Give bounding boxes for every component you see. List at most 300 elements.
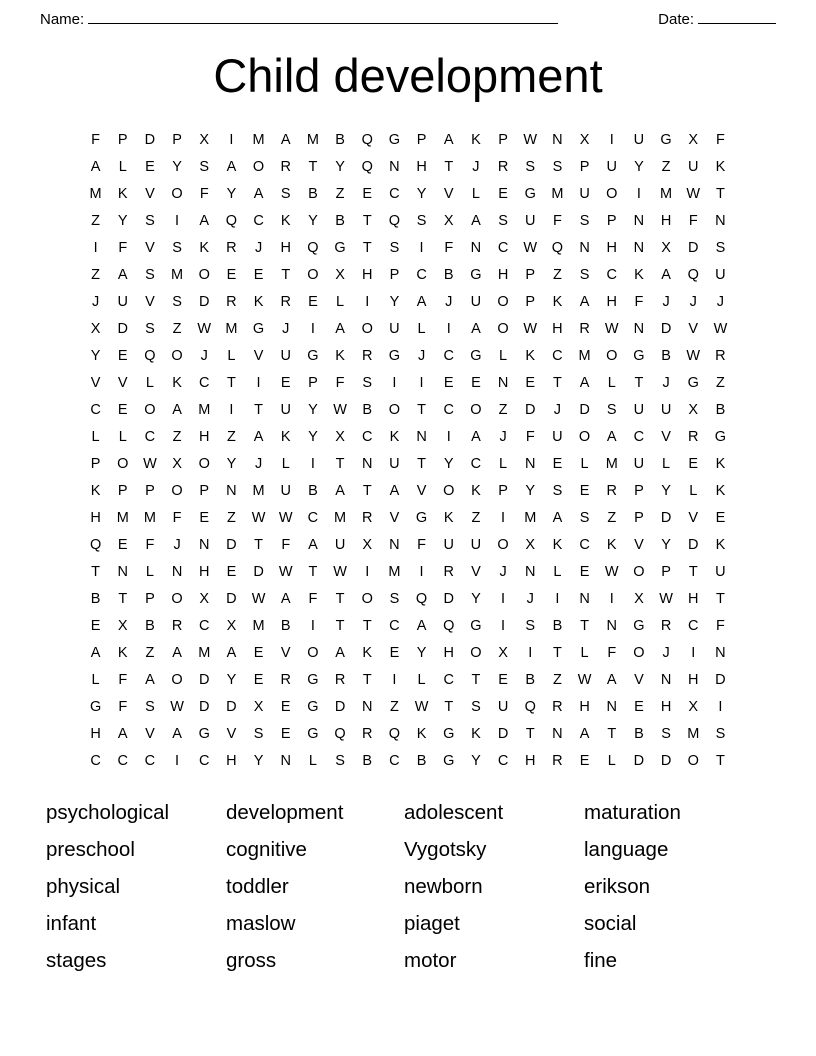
grid-cell[interactable]: I xyxy=(501,617,506,634)
grid-cell[interactable]: S xyxy=(362,374,373,391)
grid-cell[interactable]: E xyxy=(226,266,237,283)
grid-cell[interactable]: Q xyxy=(144,347,156,364)
grid-cell[interactable]: B xyxy=(90,590,101,607)
grid-cell[interactable]: D xyxy=(525,401,536,418)
grid-cell[interactable]: T xyxy=(444,158,454,175)
grid-cell[interactable]: Z xyxy=(552,671,562,688)
grid-cell[interactable]: E xyxy=(389,644,400,661)
grid-cell[interactable]: T xyxy=(308,158,318,175)
grid-cell[interactable]: N xyxy=(633,320,645,337)
grid-cell[interactable]: D xyxy=(579,401,590,418)
grid-cell[interactable]: I xyxy=(501,590,506,607)
grid-cell[interactable]: X xyxy=(498,644,508,661)
grid-cell[interactable]: S xyxy=(389,590,400,607)
grid-cell[interactable]: G xyxy=(633,617,645,634)
grid-cell[interactable]: F xyxy=(688,212,698,229)
grid-cell[interactable]: L xyxy=(607,752,616,769)
grid-cell[interactable]: N xyxy=(362,698,373,715)
grid-cell[interactable]: A xyxy=(280,590,291,607)
grid-cell[interactable]: K xyxy=(90,482,101,499)
grid-cell[interactable]: X xyxy=(525,536,536,553)
grid-cell[interactable]: Z xyxy=(552,266,562,283)
grid-cell[interactable]: S xyxy=(552,158,563,175)
grid-cell[interactable]: B xyxy=(634,725,644,742)
grid-cell[interactable]: D xyxy=(117,320,128,337)
grid-cell[interactable]: F xyxy=(552,212,562,229)
grid-cell[interactable]: A xyxy=(416,293,427,310)
grid-cell[interactable]: X xyxy=(199,590,210,607)
grid-cell[interactable]: R xyxy=(362,347,373,364)
grid-cell[interactable]: C xyxy=(90,752,101,769)
grid-cell[interactable]: U xyxy=(525,212,536,229)
grid-cell[interactable]: C xyxy=(443,401,454,418)
grid-cell[interactable]: X xyxy=(688,131,699,148)
grid-cell[interactable]: O xyxy=(144,401,156,418)
grid-cell[interactable]: N xyxy=(606,617,617,634)
grid-cell[interactable]: G xyxy=(307,698,319,715)
grid-cell[interactable]: L xyxy=(471,185,480,202)
grid-cell[interactable]: E xyxy=(579,563,590,580)
grid-cell[interactable]: L xyxy=(118,158,127,175)
grid-cell[interactable]: C xyxy=(389,752,400,769)
grid-cell[interactable]: A xyxy=(389,482,400,499)
grid-cell[interactable]: R xyxy=(688,428,699,445)
grid-cell[interactable]: G xyxy=(687,374,699,391)
grid-cell[interactable]: B xyxy=(443,266,454,283)
grid-cell[interactable]: A xyxy=(579,293,590,310)
word-list-item[interactable]: gross xyxy=(226,948,277,972)
grid-cell[interactable]: A xyxy=(145,671,155,688)
grid-cell[interactable]: C xyxy=(633,428,645,445)
word-list-item[interactable]: preschool xyxy=(46,837,135,861)
grid-cell[interactable]: L xyxy=(499,455,508,472)
grid-cell[interactable]: Q xyxy=(388,725,401,742)
grid-cell[interactable]: N xyxy=(715,212,726,229)
word-list-item[interactable]: maturation xyxy=(584,800,681,824)
grid-cell[interactable]: P xyxy=(389,266,400,283)
grid-cell[interactable]: D xyxy=(199,293,210,310)
grid-cell[interactable]: L xyxy=(281,455,290,472)
grid-cell[interactable]: I xyxy=(365,563,370,580)
grid-cell[interactable]: H xyxy=(552,320,563,337)
grid-cell[interactable]: A xyxy=(579,725,590,742)
grid-cell[interactable]: A xyxy=(172,725,182,742)
grid-cell[interactable]: U xyxy=(688,158,699,175)
grid-cell[interactable]: K xyxy=(389,428,400,445)
grid-cell[interactable]: W xyxy=(523,320,538,337)
grid-cell[interactable]: F xyxy=(118,239,128,256)
grid-cell[interactable]: R xyxy=(579,320,590,337)
grid-cell[interactable]: I xyxy=(528,644,533,661)
grid-cell[interactable]: S xyxy=(715,725,726,742)
grid-cell[interactable]: F xyxy=(417,536,426,553)
grid-cell[interactable]: Y xyxy=(661,536,671,553)
grid-cell[interactable]: Q xyxy=(551,239,564,256)
grid-cell[interactable]: G xyxy=(714,428,727,445)
grid-cell[interactable]: Q xyxy=(361,158,373,175)
grid-cell[interactable]: K xyxy=(335,347,345,364)
word-list-item[interactable]: language xyxy=(584,837,669,861)
grid-cell[interactable]: F xyxy=(118,698,128,715)
grid-cell[interactable]: Y xyxy=(634,158,644,175)
grid-cell[interactable]: E xyxy=(579,752,590,769)
grid-cell[interactable]: A xyxy=(471,320,481,337)
grid-cell[interactable]: N xyxy=(362,455,373,472)
grid-cell[interactable]: W xyxy=(604,320,619,337)
grid-cell[interactable]: I xyxy=(419,239,424,256)
grid-cell[interactable]: Y xyxy=(443,455,454,472)
grid-cell[interactable]: M xyxy=(252,482,265,499)
grid-cell[interactable]: E xyxy=(498,185,508,202)
grid-cell[interactable]: Q xyxy=(415,590,428,607)
grid-cell[interactable]: Y xyxy=(416,644,427,661)
grid-cell[interactable]: K xyxy=(552,536,563,553)
grid-cell[interactable]: K xyxy=(715,482,726,499)
grid-cell[interactable]: A xyxy=(199,212,210,229)
word-search-grid[interactable] xyxy=(82,132,734,769)
grid-cell[interactable]: A xyxy=(226,644,237,661)
grid-cell[interactable]: S xyxy=(145,320,155,337)
grid-cell[interactable]: B xyxy=(280,617,291,634)
grid-cell[interactable]: K xyxy=(471,482,481,499)
grid-cell[interactable]: U xyxy=(280,347,291,364)
grid-cell[interactable]: G xyxy=(443,725,455,742)
grid-cell[interactable]: C xyxy=(362,428,373,445)
grid-cell[interactable]: J xyxy=(662,374,670,391)
grid-cell[interactable]: S xyxy=(606,401,617,418)
grid-cell[interactable]: W xyxy=(604,563,619,580)
grid-cell[interactable]: P xyxy=(117,482,128,499)
grid-cell[interactable]: L xyxy=(417,671,426,688)
grid-cell[interactable]: N xyxy=(715,644,726,661)
grid-cell[interactable]: U xyxy=(579,185,590,202)
grid-cell[interactable]: W xyxy=(659,590,673,607)
grid-cell[interactable]: Y xyxy=(90,347,101,364)
grid-cell[interactable]: W xyxy=(333,401,347,418)
grid-cell[interactable]: G xyxy=(307,725,319,742)
grid-cell[interactable]: G xyxy=(470,617,482,634)
grid-cell[interactable]: Z xyxy=(91,266,100,283)
grid-cell[interactable]: V xyxy=(688,509,699,526)
grid-cell[interactable]: I xyxy=(609,590,614,607)
word-list-item[interactable]: Vygotsky xyxy=(404,837,487,861)
grid-cell[interactable]: U xyxy=(660,401,672,418)
grid-cell[interactable]: P xyxy=(525,293,536,310)
grid-cell[interactable]: J xyxy=(200,347,208,364)
grid-cell[interactable]: S xyxy=(579,266,590,283)
grid-cell[interactable]: E xyxy=(308,293,318,310)
grid-cell[interactable]: K xyxy=(715,455,726,472)
grid-cell[interactable]: H xyxy=(90,509,101,526)
grid-cell[interactable]: W xyxy=(170,698,184,715)
grid-cell[interactable]: Y xyxy=(525,482,536,499)
grid-cell[interactable]: E xyxy=(253,266,264,283)
grid-cell[interactable]: C xyxy=(497,239,509,256)
grid-cell[interactable]: I xyxy=(256,374,261,391)
grid-cell[interactable]: K xyxy=(172,374,182,391)
grid-cell[interactable]: Z xyxy=(715,374,725,391)
grid-cell[interactable]: N xyxy=(497,374,509,391)
grid-cell[interactable]: A xyxy=(280,131,291,148)
grid-cell[interactable]: C xyxy=(497,752,509,769)
grid-cell[interactable]: L xyxy=(607,374,616,391)
grid-cell[interactable]: J xyxy=(254,239,263,256)
grid-cell[interactable]: E xyxy=(443,374,454,391)
grid-cell[interactable]: G xyxy=(470,266,482,283)
grid-cell[interactable]: K xyxy=(280,428,291,445)
grid-cell[interactable]: A xyxy=(117,266,128,283)
grid-cell[interactable]: I xyxy=(310,617,315,634)
grid-cell[interactable]: J xyxy=(472,158,480,175)
grid-cell[interactable]: T xyxy=(552,644,562,661)
grid-cell[interactable]: W xyxy=(523,239,538,256)
grid-cell[interactable]: X xyxy=(335,266,345,283)
grid-cell[interactable]: S xyxy=(471,698,481,715)
word-list-item[interactable]: infant xyxy=(46,911,97,935)
grid-cell[interactable]: I xyxy=(175,212,180,229)
grid-cell[interactable]: D xyxy=(715,671,726,688)
grid-cell[interactable]: N xyxy=(606,698,617,715)
grid-cell[interactable]: C xyxy=(443,671,454,688)
grid-cell[interactable]: H xyxy=(606,293,617,310)
grid-cell[interactable]: F xyxy=(118,671,128,688)
grid-cell[interactable]: A xyxy=(661,266,671,283)
grid-cell[interactable]: Q xyxy=(89,536,102,553)
grid-cell[interactable]: A xyxy=(471,212,481,229)
grid-cell[interactable]: P xyxy=(634,482,644,499)
grid-cell[interactable]: P xyxy=(416,131,427,148)
grid-cell[interactable]: Y xyxy=(226,185,237,202)
grid-cell[interactable]: R xyxy=(280,158,291,175)
grid-cell[interactable]: J xyxy=(91,293,100,310)
grid-cell[interactable]: E xyxy=(280,725,291,742)
grid-cell[interactable]: O xyxy=(198,266,210,283)
grid-cell[interactable]: T xyxy=(335,455,345,472)
grid-cell[interactable]: T xyxy=(552,374,562,391)
grid-cell[interactable]: O xyxy=(497,293,509,310)
grid-cell[interactable]: B xyxy=(661,347,671,364)
word-list-item[interactable]: newborn xyxy=(404,874,483,898)
grid-cell[interactable]: C xyxy=(144,752,156,769)
grid-cell[interactable]: Z xyxy=(471,509,481,526)
grid-cell[interactable]: X xyxy=(634,590,644,607)
grid-cell[interactable]: B xyxy=(308,482,318,499)
grid-cell[interactable]: J xyxy=(445,293,453,310)
grid-cell[interactable]: N xyxy=(579,239,590,256)
grid-cell[interactable]: I xyxy=(310,455,315,472)
grid-cell[interactable]: E xyxy=(525,374,536,391)
grid-cell[interactable]: M xyxy=(143,509,156,526)
grid-cell[interactable]: F xyxy=(172,509,182,526)
grid-cell[interactable]: A xyxy=(552,509,563,526)
grid-cell[interactable]: C xyxy=(579,536,590,553)
grid-cell[interactable]: P xyxy=(498,482,508,499)
grid-cell[interactable]: N xyxy=(389,158,400,175)
word-list-item[interactable]: fine xyxy=(584,948,618,972)
grid-cell[interactable]: D xyxy=(334,698,346,715)
grid-cell[interactable]: C xyxy=(552,347,563,364)
grid-cell[interactable]: R xyxy=(660,617,672,634)
grid-cell[interactable]: I xyxy=(446,320,451,337)
grid-cell[interactable]: G xyxy=(633,347,645,364)
grid-cell[interactable]: R xyxy=(226,293,237,310)
grid-cell[interactable]: P xyxy=(606,212,617,229)
word-list-item[interactable]: stages xyxy=(46,948,107,972)
grid-cell[interactable]: T xyxy=(362,212,372,229)
grid-cell[interactable]: O xyxy=(117,455,129,472)
grid-cell[interactable]: T xyxy=(308,563,318,580)
grid-cell[interactable]: R xyxy=(497,158,509,175)
grid-cell[interactable]: S xyxy=(199,158,210,175)
grid-cell[interactable]: Q xyxy=(524,698,536,715)
grid-cell[interactable]: U xyxy=(389,320,400,337)
grid-cell[interactable]: N xyxy=(416,428,427,445)
grid-cell[interactable]: Q xyxy=(687,266,699,283)
grid-cell[interactable]: I xyxy=(419,563,424,580)
grid-cell[interactable]: I xyxy=(392,374,397,391)
grid-cell[interactable]: A xyxy=(471,428,481,445)
grid-cell[interactable]: S xyxy=(253,725,264,742)
grid-cell[interactable]: I xyxy=(446,428,451,445)
grid-cell[interactable]: Z xyxy=(389,698,399,715)
grid-cell[interactable]: E xyxy=(634,698,644,715)
word-list-item[interactable]: social xyxy=(584,911,637,935)
grid-cell[interactable]: U xyxy=(280,482,291,499)
grid-cell[interactable]: K xyxy=(715,158,726,175)
grid-cell[interactable]: T xyxy=(335,590,345,607)
grid-cell[interactable]: G xyxy=(334,239,346,256)
grid-cell[interactable]: B xyxy=(145,617,155,634)
grid-cell[interactable]: C xyxy=(688,617,699,634)
grid-cell[interactable]: W xyxy=(713,320,728,337)
grid-cell[interactable]: H xyxy=(416,158,427,175)
grid-cell[interactable]: O xyxy=(171,185,183,202)
grid-cell[interactable]: V xyxy=(416,482,427,499)
grid-cell[interactable]: X xyxy=(335,428,345,445)
grid-cell[interactable]: D xyxy=(660,509,672,526)
grid-cell[interactable]: I xyxy=(93,239,98,256)
grid-cell[interactable]: C xyxy=(199,617,210,634)
grid-cell[interactable]: B xyxy=(308,185,318,202)
grid-cell[interactable]: T xyxy=(417,401,426,418)
grid-cell[interactable]: M xyxy=(605,455,618,472)
grid-cell[interactable]: I xyxy=(175,752,180,769)
grid-cell[interactable]: J xyxy=(282,320,290,337)
grid-cell[interactable]: J xyxy=(689,293,697,310)
grid-cell[interactable]: N xyxy=(117,563,128,580)
grid-cell[interactable]: S xyxy=(579,509,590,526)
word-list-item[interactable]: physical xyxy=(46,874,121,898)
grid-cell[interactable]: G xyxy=(307,347,319,364)
grid-cell[interactable]: J xyxy=(417,347,426,364)
grid-cell[interactable]: W xyxy=(686,185,701,202)
grid-cell[interactable]: H xyxy=(443,644,454,661)
grid-cell[interactable]: O xyxy=(443,482,455,499)
grid-cell[interactable]: V xyxy=(634,671,644,688)
grid-cell[interactable]: U xyxy=(334,536,346,553)
grid-cell[interactable]: G xyxy=(307,671,319,688)
grid-cell[interactable]: Y xyxy=(308,428,318,445)
grid-cell[interactable]: P xyxy=(199,482,210,499)
grid-cell[interactable]: J xyxy=(254,455,263,472)
grid-cell[interactable]: X xyxy=(253,698,264,715)
grid-cell[interactable]: W xyxy=(333,563,347,580)
grid-cell[interactable]: O xyxy=(578,428,591,445)
grid-cell[interactable]: I xyxy=(419,374,424,391)
grid-cell[interactable]: V xyxy=(471,563,481,580)
grid-cell[interactable]: J xyxy=(499,428,507,445)
grid-cell[interactable]: P xyxy=(308,374,318,391)
grid-cell[interactable]: K xyxy=(471,725,481,742)
grid-cell[interactable]: C xyxy=(144,428,156,445)
grid-cell[interactable]: U xyxy=(552,428,563,445)
grid-cell[interactable]: S xyxy=(525,158,536,175)
grid-cell[interactable]: T xyxy=(254,536,263,553)
grid-cell[interactable]: U xyxy=(117,293,128,310)
grid-cell[interactable]: V xyxy=(661,428,671,445)
grid-cell[interactable]: O xyxy=(497,320,509,337)
grid-cell[interactable]: M xyxy=(252,131,265,148)
grid-cell[interactable]: Y xyxy=(416,185,427,202)
grid-cell[interactable]: S xyxy=(145,698,155,715)
grid-cell[interactable]: G xyxy=(470,347,482,364)
grid-cell[interactable]: C xyxy=(443,347,454,364)
grid-cell[interactable]: H xyxy=(660,698,672,715)
grid-cell[interactable]: A xyxy=(416,617,427,634)
word-list-item[interactable]: toddler xyxy=(226,874,289,898)
grid-cell[interactable]: T xyxy=(362,671,372,688)
grid-cell[interactable]: Z xyxy=(226,428,236,445)
grid-cell[interactable]: W xyxy=(686,347,701,364)
grid-cell[interactable]: J xyxy=(662,644,670,661)
grid-cell[interactable]: B xyxy=(416,752,427,769)
grid-cell[interactable]: S xyxy=(145,266,155,283)
grid-cell[interactable]: V xyxy=(389,509,400,526)
grid-cell[interactable]: Y xyxy=(661,482,671,499)
grid-cell[interactable]: T xyxy=(525,725,535,742)
grid-cell[interactable]: R xyxy=(606,482,617,499)
grid-cell[interactable]: U xyxy=(280,401,291,418)
grid-cell[interactable]: T xyxy=(118,590,128,607)
grid-cell[interactable]: L xyxy=(553,563,562,580)
grid-cell[interactable]: U xyxy=(715,563,726,580)
grid-cell[interactable]: Y xyxy=(253,752,264,769)
grid-cell[interactable]: I xyxy=(392,671,397,688)
grid-cell[interactable]: R xyxy=(334,671,346,688)
grid-cell[interactable]: O xyxy=(606,185,618,202)
grid-cell[interactable]: Q xyxy=(307,239,319,256)
grid-cell[interactable]: L xyxy=(689,482,698,499)
grid-cell[interactable]: K xyxy=(253,293,264,310)
grid-cell[interactable]: S xyxy=(172,239,182,256)
grid-cell[interactable]: O xyxy=(497,536,509,553)
grid-cell[interactable]: Y xyxy=(172,158,182,175)
grid-cell[interactable]: I xyxy=(636,185,641,202)
grid-cell[interactable]: Q xyxy=(334,725,346,742)
grid-cell[interactable]: Q xyxy=(361,131,373,148)
grid-cell[interactable]: K xyxy=(416,725,427,742)
grid-cell[interactable]: N xyxy=(389,536,400,553)
grid-cell[interactable]: Y xyxy=(117,212,128,229)
grid-cell[interactable]: U xyxy=(633,401,645,418)
grid-cell[interactable]: E xyxy=(552,455,563,472)
grid-cell[interactable]: A xyxy=(90,158,101,175)
grid-cell[interactable]: T xyxy=(417,455,426,472)
grid-cell[interactable]: K xyxy=(606,536,617,553)
grid-cell[interactable]: L xyxy=(91,671,100,688)
grid-cell[interactable]: T xyxy=(335,617,345,634)
grid-cell[interactable]: Z xyxy=(607,509,617,526)
